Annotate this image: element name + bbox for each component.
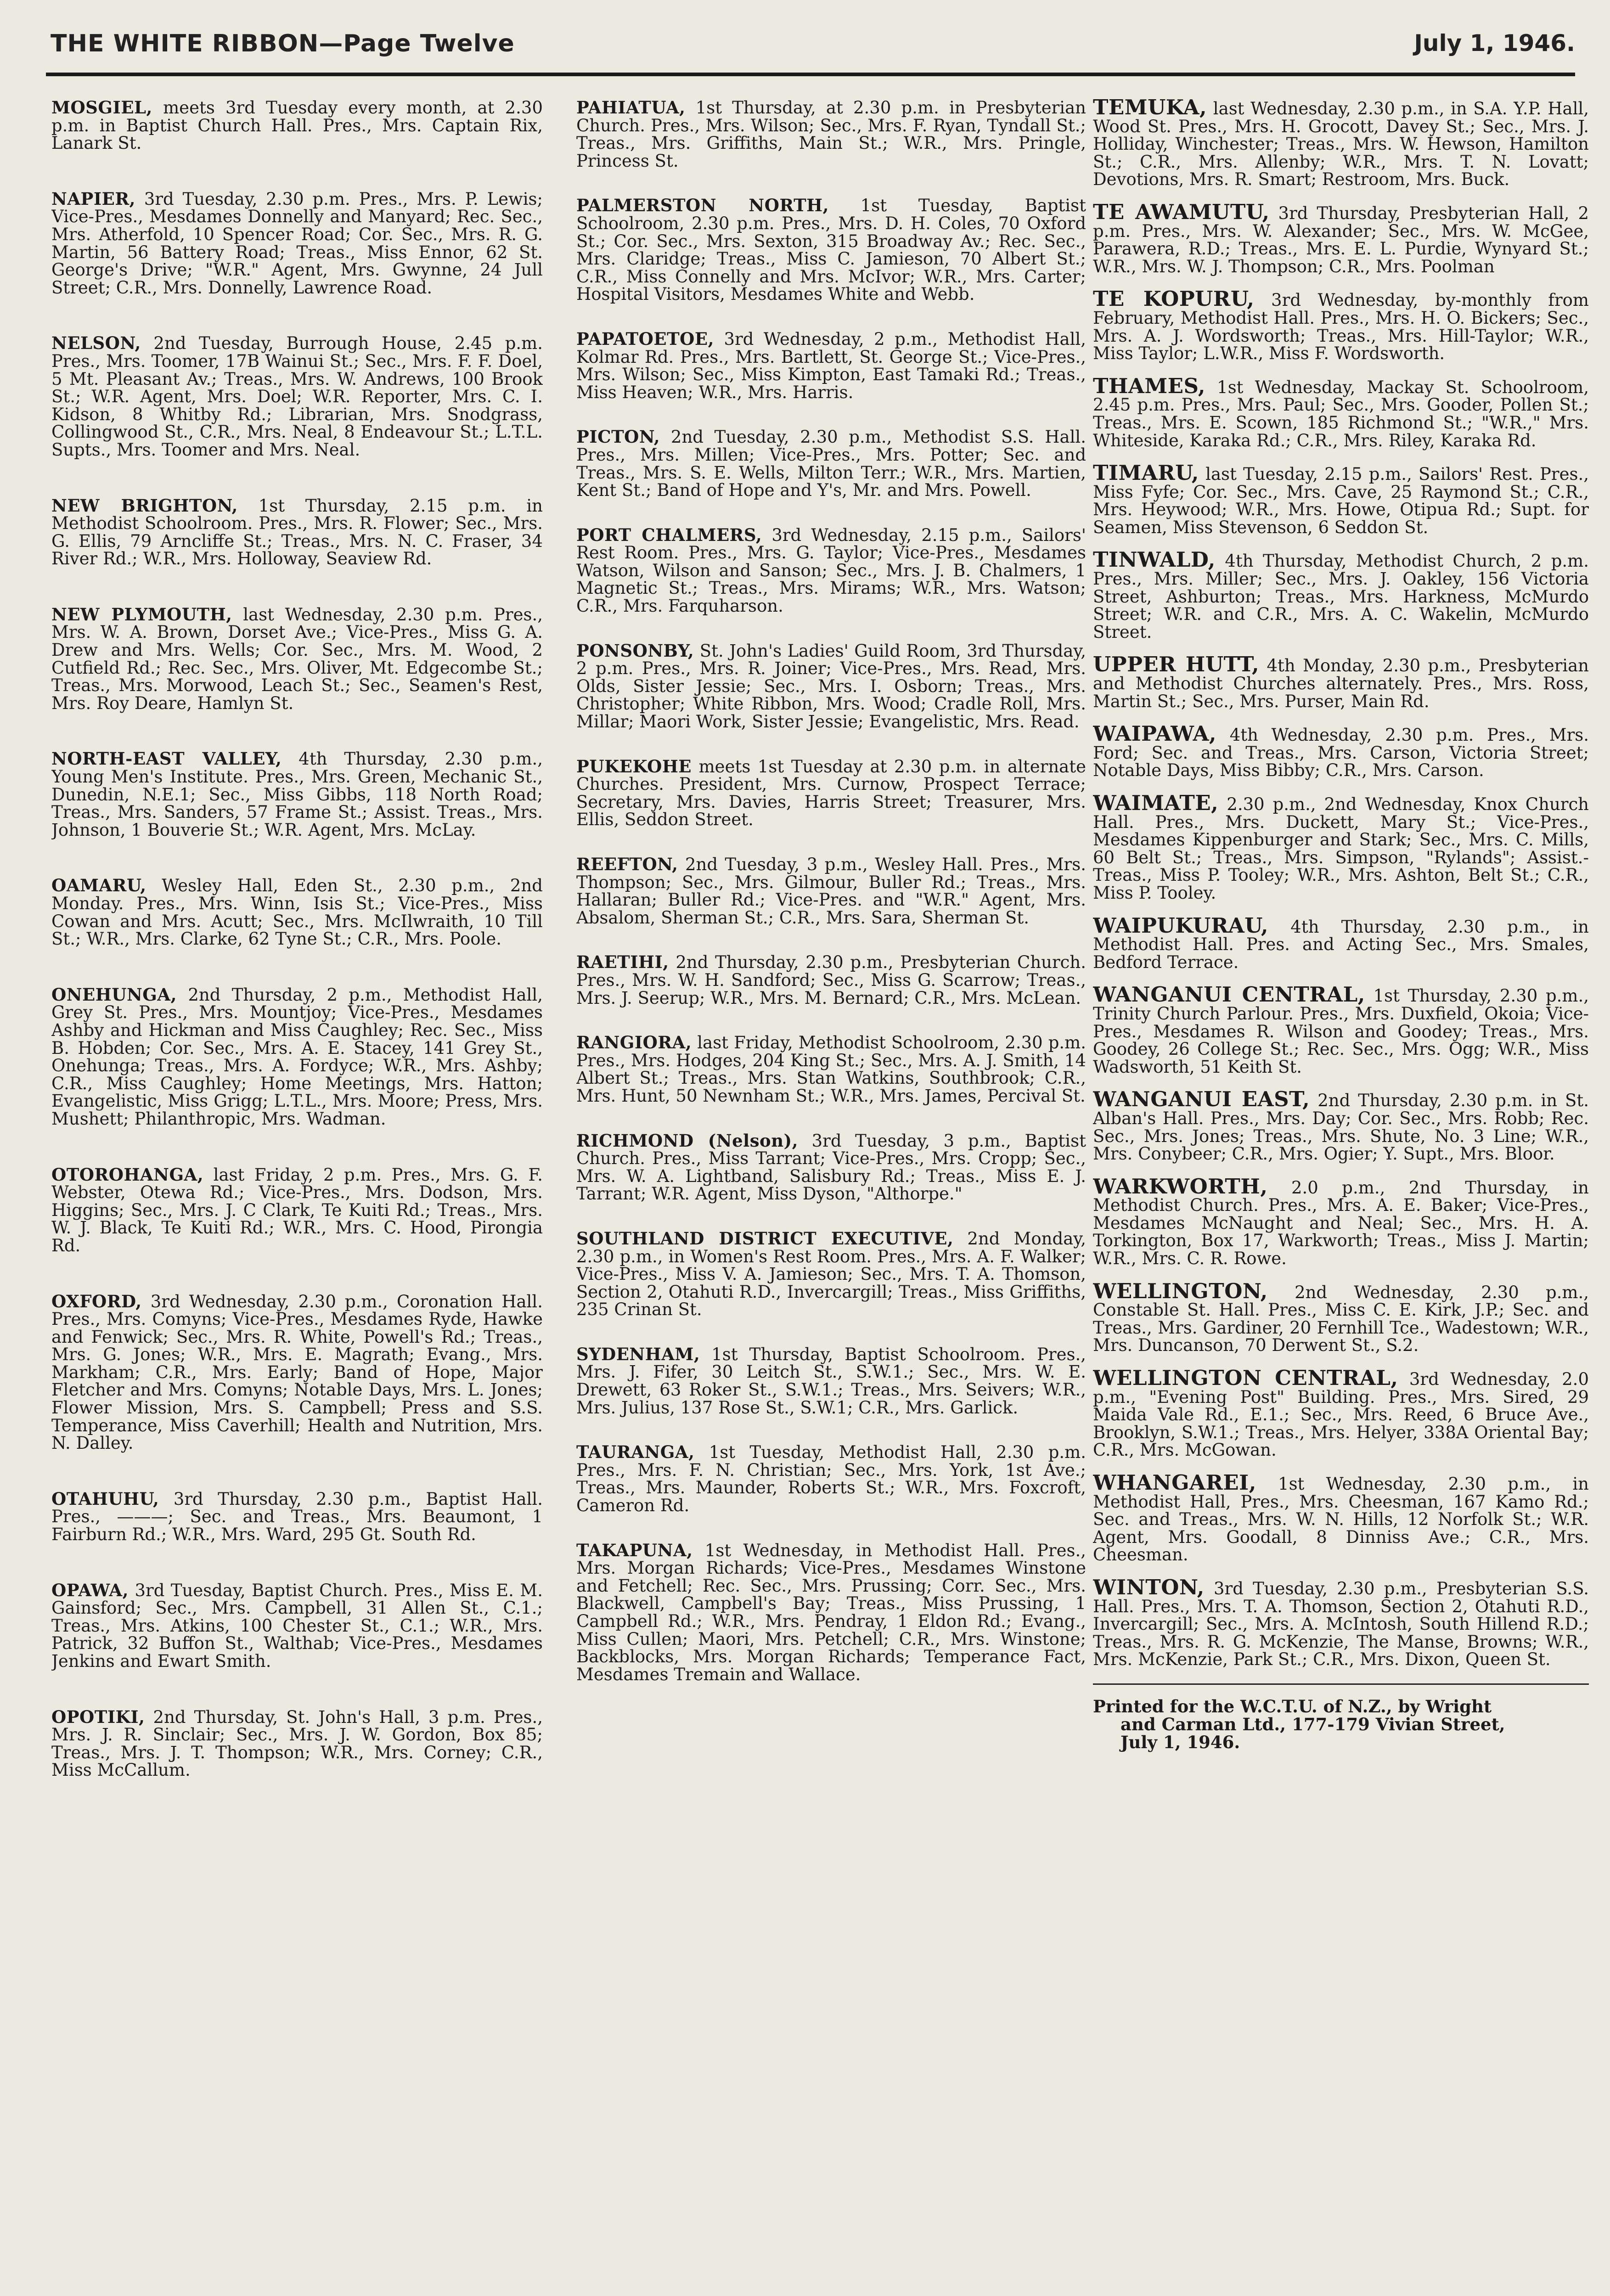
branch-name: WAIPUKURAU, [1093, 913, 1269, 938]
branch-name: NAPIER, [51, 188, 135, 209]
branch-name: TE AWAMUTU, [1093, 199, 1270, 224]
branch-name: TINWALD, [1093, 547, 1216, 572]
branch-entry [576, 526, 1086, 615]
branch-name: SYDENHAM, [576, 1344, 700, 1364]
branch-entry [1093, 1470, 1589, 1565]
branch-details: 2.0 p.m., 2nd Thursday, in Methodist Church. Pres., Mrs. A. E. Baker; Vice-Pres., Mesdames McNaught and Neal; Sec., Mrs. H. A. Torkington, Box 17, Warkworth; Treas., Miss J. Martin; W.R., Mrs. C. R. Rowe. [1093, 1177, 1589, 1269]
branch-details: last Friday, Methodist Schoolroom, 2.30 p.m. Pres., Mrs. Hodges, 204 King St.; Sec., Mrs. A. J. Smith, 14 Albert St.; Treas., Mrs. Stan Watkins, Southbrook; C.R., Mrs. Hunt, 50 Newnham St.; W.R., Mrs. James, Percival St. [576, 1033, 1086, 1106]
page-header [51, 25, 1575, 67]
branch-name: RAETIHI, [576, 952, 669, 973]
branch-entry [576, 99, 1086, 170]
branch-details: meets 3rd Tuesday every month, at 2.30 p.m. in Baptist Church Hall. Pres., Mrs. Captain Rix, Lanark St. [51, 99, 543, 153]
branch-name: NELSON, [51, 333, 141, 354]
branch-name: OAMARU, [51, 875, 146, 896]
branch-name: PAHIATUA, [576, 99, 686, 118]
branch-name: PORT CHALMERS, [576, 524, 762, 545]
branch-entry [576, 1132, 1086, 1203]
branch-details: 1st Tuesday, Baptist Schoolroom, 2.30 p.m. Pres., Mrs. D. H. Coles, 70 Oxford St.; Cor. Sec., Mrs. Sexton, 315 Broadway Av.; Rec. Sec., Mrs. Claridge; Treas., Miss C. Jamieson, 70 Albert St.; C.R., Miss Connelly and Mrs. McIvor; W.R., Mrs. Carter; Hospital Visitors, Mesdames White and Webb. [576, 196, 1086, 304]
branch-details: 2nd Tuesday, 3 p.m., Wesley Hall. Pres., Mrs. Thompson; Sec., Mrs. Gilmour, Buller Rd.; Treas., Mrs. Hallaran; Buller Rd.; Vice-Pres. and "W.R." Agent, Mrs. Absalom, Sherman St.; C.R., Mrs. Sara, Sherman St. [576, 855, 1086, 928]
branch-name: PAPATOETOE, [576, 328, 714, 349]
branch-entry [1093, 721, 1589, 781]
branch-entry [576, 855, 1086, 927]
branch-name: TEMUKA, [1093, 99, 1207, 119]
branch-details: 1st Wednesday, in Methodist Hall. Pres., Mrs. Morgan Richards; Vice-Pres., Mesdames Winstone and Fetchell; Rec. Sec., Mrs. Prussing; Corr. Sec., Mrs. Blackwell, Campbell's Bay; Treas., Miss Prussing, 1 Campbell Rd.; W.R., Mrs. Pendray, 1 Eldon Rd.; Evang., Miss Cullen; Maori, Mrs. Petchell; C.R., Mrs. Winstone; Backblocks, Mrs. Morgan Richards; Temperance Fact, Mesdames Tremain and Wallace. [576, 1540, 1086, 1684]
branch-entry [51, 190, 543, 297]
branch-details: 4th Wednesday, 2.30 p.m. Pres., Mrs. Ford; Sec. and Treas., Mrs. Carson, Victoria Street; Notable Days, Miss Bibby; C.R., Mrs. Carson. [1093, 725, 1589, 781]
branch-details: 3rd Tuesday, 2.30 p.m., Presbyterian S.S. Hall. Pres., Mrs. T. A. Thomson, Section 2, Otahuti R.D., Invercargill; Sec., Mrs. A. McIntosh, South Hillend R.D.; Treas., Mrs. R. G. McKenzie, The Manse, Browns; W.R., Mrs. McKenzie, Park St.; C.R., Mrs. Dixon, Queen St. [1093, 1578, 1589, 1670]
branch-name: WAIMATE, [1093, 791, 1219, 815]
branch-name: WAIPAWA, [1093, 721, 1217, 746]
branch-details: 4th Monday, 2.30 p.m., Presbyterian and Methodist Churches alternately. Pres., Mrs. Ross, Martin St.; Sec., Mrs. Purser, Main Rd. [1093, 656, 1589, 711]
branch-entry [51, 1490, 543, 1544]
branch-entry [1093, 1174, 1589, 1269]
branch-details: 2nd Thursday, 2 p.m., Methodist Hall, Grey St. Pres., Mrs. Mountjoy; Vice-Pres., Mesdames Ashby and Hickman and Miss Caughley; Rec. Sec., Miss B. Hobden; Cor. Sec., Mrs. A. E. Stacey, 141 Grey St., Onehunga; Treas., Mrs. A. Fordyce; W.R., Mrs. Ashby; C.R., Miss Caughley; Home Meetings, Mrs. Hatton; Evangelistic, Miss Grigg; L.T.L., Mrs. Moore; Press, Mrs. Mushett; Philanthropic, Mrs. Wadman. [51, 985, 543, 1129]
issue-date: July 1, 1946. [1414, 30, 1575, 56]
branch-entry [51, 750, 543, 839]
branch-entry [576, 1345, 1086, 1417]
branch-entry [1093, 547, 1589, 642]
branch-name: RICHMOND (Nelson), [576, 1130, 799, 1151]
branch-name: OTOROHANGA, [51, 1164, 204, 1185]
branch-details: last Wednesday, 2.30 p.m. Pres., Mrs. W. A. Brown, Dorset Ave.; Vice-Pres., Miss G. A. Drew and Mrs. Wells; Cor. Sec., Mrs. M. Wood, 2 Cutfield Rd.; Rec. Sec., Mrs. Oliver, Mt. Edgecombe St.; Treas., Mrs. Morwood, Leach St.; Sec., Seamen's Rest, Mrs. Roy Deare, Hamlyn St. [51, 604, 543, 713]
branch-entry [1093, 1278, 1589, 1356]
branch-entry [51, 1708, 543, 1779]
branch-entry [1093, 199, 1589, 276]
branch-details: 2nd Tuesday, Burrough House, 2.45 p.m. Pres., Mrs. Toomer, 17B Wainui St.; Sec., Mrs. F. F. Doel, 5 Mt. Pleasant Av.; Treas., Mrs. W. Andrews, 100 Brook St.; W.R. Agent, Mrs. Doel; W.R. Reporter, Mrs. C. I. Kidson, 8 Whitby Rd.; Librarian, Mrs. Snodgrass, Collingwood St., C.R., Mrs. Neal, 8 Endeavour St.; L.T.L. Supts., Mrs. Toomer and Mrs. Neal. [51, 333, 543, 460]
branch-entry [51, 334, 543, 459]
branch-entry [576, 953, 1086, 1007]
branch-name: REEFTON, [576, 854, 678, 874]
branch-details: 1st Thursday, 2.30 p.m., Trinity Church Parlour. Pres., Mrs. Duxfield, Okoia; Vice-Pres., Mesdames R. Wilson and Goodey; Treas., Mrs. Goodey, 26 College St.; Rec. Sec., Mrs. Ogg; W.R., Miss Wadsworth, 51 Keith St. [1093, 986, 1589, 1077]
branch-entry [1093, 652, 1589, 711]
column-1 [51, 99, 543, 2296]
branch-name: NORTH-EAST VALLEY, [51, 748, 282, 769]
branch-entry [51, 99, 543, 152]
branch-entry [1093, 99, 1589, 189]
branch-details: 4th Thursday, 2.30 p.m., in Methodist Hall. Pres. and Acting Sec., Mrs. Smales, Bedford Terrace. [1093, 917, 1589, 972]
branch-details: last Friday, 2 p.m. Pres., Mrs. G. F. Webster, Otewa Rd.; Vice-Pres., Mrs. Dodson, Mrs. Higgins; Sec., Mrs. J. C Clark, Te Kuiti Rd.; Treas., Mrs. W. J. Black, Te Kuiti Rd.; W.R., Mrs. C. Hood, Pirongia Rd. [51, 1165, 543, 1255]
branch-details: 4th Thursday, 2.30 p.m., Young Men's Institute. Pres., Mrs. Green, Mechanic St., Dunedin, N.E.1; Sec., Miss Gibbs, 118 North Road; Treas., Mrs. Sanders, 57 Frame St.; Assist. Treas., Mrs. Johnson, 1 Bouverie St.; W.R. Agent, Mrs. McLay. [51, 749, 543, 840]
branch-name: THAMES, [1093, 373, 1206, 398]
branch-entry [1093, 373, 1589, 450]
branch-details: 3rd Thursday, Presbyterian Hall, 2 p.m. Pres., Mrs. W. Alexander; Sec., Mrs. W. McGee, Parawera, R.D.; Treas., Mrs. E. L. Purdie, Wynyard St.; W.R., Mrs. W. J. Thompson; C.R., Mrs. Poolman [1093, 203, 1589, 276]
branch-name: WANGANUI EAST, [1093, 1087, 1310, 1112]
branch-name: WELLINGTON CENTRAL, [1093, 1366, 1398, 1390]
branch-entry [1093, 982, 1589, 1077]
branch-entry [1093, 1366, 1589, 1460]
branch-entry [1093, 461, 1589, 537]
branch-name: ONEHUNGA, [51, 984, 177, 1005]
branch-entry [576, 1034, 1086, 1105]
branch-name: PALMERSTON NORTH, [576, 195, 829, 216]
publication-title: THE WHITE RIBBON—Page Twelve [51, 30, 515, 57]
branch-name: SOUTHLAND DISTRICT EXECUTIVE, [576, 1228, 954, 1249]
branch-entry [576, 428, 1086, 499]
branch-details: 3rd Tuesday, Baptist Church. Pres., Miss E. M. Gainsford; Sec., Mrs. Campbell, 31 Allen St., C.1.; Treas., Mrs. Atkins, 100 Chester St., C.1.; W.R., Mrs. Patrick, 32 Buffon St., Walthab; Vice-Pres., Mesdames Jenkins and Ewart Smith. [51, 1580, 543, 1671]
branch-details: 4th Thursday, Methodist Church, 2 p.m. Pres., Mrs. Miller; Sec., Mrs. J. Oakley, 156 Victoria Street, Ashburton; Treas., Mrs. Harkness, McMurdo Street; W.R. and C.R., Mrs. A. C. Wakelin, McMurdo Street. [1093, 551, 1589, 642]
branch-details: 1st Wednesday, Mackay St. Schoolroom, 2.45 p.m. Pres., Mrs. Paul; Sec., Mrs. Gooder, Pollen St.; Treas., Mrs. E. Scown, 185 Richmond St.; "W.R.," Mrs. Whiteside, Karaka Rd.; C.R., Mrs. Riley, Karaka Rd. [1093, 377, 1589, 450]
branch-entry [51, 1581, 543, 1671]
branch-details: 3rd Tuesday, 2.30 p.m. Pres., Mrs. P. Lewis; Vice-Pres., Mesdames Donnelly and Manyard; Rec. Sec., Mrs. Atherfold, 10 Spencer Road; Cor. Sec., Mrs. R. G. Martin, 56 Battery Road; Treas., Miss Ennor, 62 St. George's Drive; "W.R." Agent, Mrs. Gwynne, 24 Jull Street; C.R., Mrs. Donnelly, Lawrence Road. [51, 189, 543, 298]
branch-details: Wesley Hall, Eden St., 2.30 p.m., 2nd Monday. Pres., Mrs. Winn, Isis St.; Vice-Pres., Miss Cowan and Mrs. Acutt; Sec., Mrs. McIlwraith, 10 Till St.; W.R., Mrs. Clarke, 62 Tyne St.; C.R., Mrs. Poole. [51, 876, 543, 949]
branch-entry [1093, 1087, 1589, 1164]
branch-name: NEW BRIGHTON, [51, 495, 238, 516]
branch-entry [51, 497, 543, 568]
branch-details: 2nd Thursday, St. John's Hall, 3 p.m. Pres., Mrs. J. R. Sinclair; Sec., Mrs. J. W. Gordon, Box 85; Treas., Mrs. J. T. Thompson; W.R., Mrs. Corney; C.R., Miss McCallum. [51, 1707, 543, 1780]
branch-name: PONSONBY, [576, 640, 694, 661]
branch-name: OPAWA, [51, 1580, 129, 1600]
branch-entry [51, 877, 543, 948]
branch-name: PICTON, [576, 427, 660, 447]
branch-details: 2nd Thursday, 2.30 p.m., Presbyterian Church. Pres., Mrs. W. H. Sandford; Sec., Miss G. Scarrow; Treas., Mrs. J. Seerup; W.R., Mrs. M. Bernard; C.R., Mrs. McLean. [576, 952, 1086, 1008]
branch-name: PUKEKOHE [576, 756, 692, 777]
branch-name: WANGANUI CENTRAL, [1093, 982, 1365, 1007]
branch-details: meets 1st Tuesday at 2.30 p.m. in alternate Churches. President, Mrs. Curnow, Prospect Terrace; Secretary, Mrs. Davies, Harris Street; Treasurer, Mrs. Ellis, Seddon Street. [576, 756, 1086, 830]
branch-entry [576, 1443, 1086, 1514]
branch-details: St. John's Ladies' Guild Room, 3rd Thursday, 2 p.m. Pres., Mrs. R. Joiner; Vice-Pres., Mrs. Read, Mrs. Olds, Sister Jessie; Sec., Mrs. I. Osborn; Treas., Mrs. Christopher; White Ribbon, Mrs. Wood; Cradle Roll, Mrs. Millar; Maori Work, Sister Jessie; Evangelistic, Mrs. Read. [576, 641, 1086, 732]
branch-details: 3rd Wednesday, 2 p.m., Methodist Hall, Kolmar Rd. Pres., Mrs. Bartlett, St. George St.; Vice-Pres., Mrs. Wilson; Sec., Miss Kimpton, East Tamaki Rd.; Treas., Miss Heaven; W.R., Mrs. Harris. [576, 329, 1086, 402]
branch-details: last Wednesday, 2.30 p.m., in S.A. Y.P. Hall, Wood St. Pres., Mrs. H. Grocott, Davey St.; Sec., Mrs. J. Holliday, Winchester; Treas., Mrs. W. Hewson, Hamilton St.; C.R., Mrs. Allenby; W.R., Mrs. T. N. Lovatt; Devotions, Mrs. R. Smart; Restroom, Mrs. Buck. [1093, 99, 1589, 190]
branch-details: 1st Tuesday, Methodist Hall, 2.30 p.m. Pres., Mrs. F. N. Christian; Sec., Mrs. York, 1st Ave.; Treas., Mrs. Maunder, Roberts St.; W.R., Mrs. Foxcroft, Cameron Rd. [576, 1442, 1086, 1516]
printer-note-line-3: July 1, 1946. [1120, 1732, 1240, 1752]
printer-note-line-2: and Carman Ltd., 177-179 Vivian Street, [1120, 1714, 1505, 1734]
branch-details: 3rd Wednesday, by-monthly from February, Methodist Hall. Pres., Mrs. H. O. Bickers; Sec., Mrs. A. J. Wordsworth; Treas., Mrs. Hill-Taylor; W.R., Miss Taylor; L.W.R., Miss F. Wordsworth. [1093, 290, 1589, 364]
branch-entry [576, 197, 1086, 304]
branch-name: WELLINGTON, [1093, 1278, 1268, 1303]
branch-details: 1st Thursday, at 2.30 p.m. in Presbyterian Church. Pres., Mrs. Wilson; Sec., Mrs. F. Ryan, Tyndall St.; Treas., Mrs. Griffiths, Main St.; W.R., Mrs. Pringle, Princess St. [576, 99, 1086, 171]
branch-entry [1093, 913, 1589, 972]
branch-name: WINTON, [1093, 1575, 1205, 1599]
printer-note-line-1: Printed for the W.C.T.U. of N.Z., by Wright [1093, 1696, 1492, 1716]
branch-entry [51, 606, 543, 713]
branch-name: TIMARU, [1093, 461, 1199, 485]
branch-name: RANGIORA, [576, 1032, 692, 1053]
branch-name: WHANGAREI, [1093, 1470, 1256, 1495]
branch-details: 3rd Thursday, 2.30 p.m., Baptist Hall. Pres., ———; Sec. and Treas., Mrs. Beaumont, 1 Fairburn Rd.; W.R., Mrs. Ward, 295 Gt. South Rd. [51, 1489, 543, 1545]
column-3-entries [1093, 99, 1589, 1669]
printer-note [1093, 1698, 1589, 1751]
branch-entry [1093, 791, 1589, 903]
column-3 [1093, 99, 1589, 2296]
branch-entry [1093, 1575, 1589, 1670]
branch-details: 3rd Tuesday, 3 p.m., Baptist Church. Pres., Miss Tarrant; Vice-Pres., Mrs. Cropp; Sec., Mrs. W. A. Lightband, Salisbury Rd.; Treas., Miss E. J. Tarrant; W.R. Agent, Miss Dyson, "Althorpe." [576, 1131, 1086, 1204]
branch-entry [51, 986, 543, 1128]
branch-details: 2nd Wednesday, 2.30 p.m., Constable St. Hall. Pres., Miss C. E. Kirk, J.P.; Sec. and Treas., Mrs. Gardiner, 20 Fernhill Tce., Wadestown; W.R., Mrs. Duncanson, 70 Derwent St., S.2. [1093, 1282, 1589, 1356]
branch-name: TE KOPURU, [1093, 287, 1255, 311]
branch-name: TAURANGA, [576, 1442, 695, 1463]
branch-details: 1st Thursday, 2.15 p.m. in Methodist Schoolroom. Pres., Mrs. R. Flower; Sec., Mrs. G. Ellis, 79 Arncliffe St.; Treas., Mrs. N. C. Fraser, 34 River Rd.; W.R., Mrs. Holloway, Seaview Rd. [51, 495, 543, 569]
branch-details: 1st Thursday, Baptist Schoolroom. Pres., Mrs. J. Fifer, 30 Leitch St., S.W.1.; Sec., Mrs. W. E. Drewett, 63 Roker St., S.W.1.; Treas., Mrs. Seivers; W.R., Mrs. Julius, 137 Rose St., S.W.1; C.R., Mrs. Garlick. [576, 1344, 1086, 1418]
branch-entry [576, 758, 1086, 829]
branch-details: 3rd Wednesday, 2.15 p.m., Sailors' Rest Room. Pres., Mrs. G. Taylor; Vice-Pres., Mesdames Watson, Wilson and Sanson; Sec., Mrs. J. B. Chalmers, 1 Magnetic St.; Treas., Mrs. Mirams; W.R., Mrs. Watson; C.R., Mrs. Farquharson. [576, 525, 1086, 616]
branch-details: 2.30 p.m., 2nd Wednesday, Knox Church Hall. Pres., Mrs. Duckett, Mary St.; Vice-Pres., Mesdames Kippenburger and Stark; Sec., Mrs. C. Mills, 60 Belt St.; Treas., Mrs. Simpson, "Rylands"; Assist.-Treas., Miss P. Tooley; W.R., Mrs. Ashton, Belt St.; C.R., Miss P. Tooley. [1093, 794, 1589, 903]
branch-details: last Tuesday, 2.15 p.m., Sailors' Rest. Pres., Miss Fyfe; Cor. Sec., Mrs. Cave, 25 Raymond St.; C.R., Mrs. Heywood; W.R., Mrs. Howe, Otipua Rd.; Supt. for Seamen, Miss Stevenson, 6 Seddon St. [1093, 464, 1589, 537]
branch-entry [1093, 287, 1589, 364]
branch-name: UPPER HUTT, [1093, 652, 1260, 677]
branch-entry [576, 642, 1086, 731]
branch-entry [51, 1166, 543, 1255]
column-2 [576, 99, 1086, 2296]
header-rule [46, 73, 1575, 76]
branch-details: 2nd Monday, 2.30 p.m., in Women's Rest Room. Pres., Mrs. A. F. Walker; Vice-Pres., Miss V. A. Jamieson; Sec., Mrs. T. A. Thomson, Section 2, Otahuti R.D., Invercargill; Treas., Miss Griffiths, 235 Crinan St. [576, 1228, 1086, 1320]
branch-details: 1st Wednesday, 2.30 p.m., in Methodist Hall, Pres., Mrs. Cheesman, 167 Kamo Rd.; Sec. and Treas., Mrs. W. N. Hills, 12 Norfolk St.; W.R. Agent, Mrs. Goodall, 8 Dinniss Ave.; C.R., Mrs. Cheesman. [1093, 1474, 1589, 1565]
branch-name: OTAHUHU, [51, 1488, 159, 1509]
branch-details: 2nd Tuesday, 2.30 p.m., Methodist S.S. Hall. Pres., Mrs. Millen; Vice-Pres., Mrs. Potter; Sec. and Treas., Mrs. S. E. Wells, Milton Terr.; W.R., Mrs. Martien, Kent St.; Band of Hope and Y's, Mr. and Mrs. Powell. [576, 427, 1086, 501]
branch-entry [576, 1542, 1086, 1684]
branch-name: TAKAPUNA, [576, 1540, 693, 1560]
branch-details: 3rd Wednesday, 2.0 p.m., "Evening Post" Building. Pres., Mrs. Sired, 29 Maida Vale Rd., E.1.; Sec., Mrs. Reed, 6 Bruce Ave., Brooklyn, S.W.1.; Treas., Mrs. Helyer, 338A Oriental Bay; C.R., Mrs. McGowan. [1093, 1369, 1589, 1460]
branch-entry [576, 1230, 1086, 1319]
branch-name: MOSGIEL, [51, 99, 152, 118]
branch-details: 2nd Thursday, 2.30 p.m. in St. Alban's Hall. Pres., Mrs. Day; Cor. Sec., Mrs. Robb; Rec. Sec., Mrs. Jones; Treas., Mrs. Shute, No. 3 Line; W.R., Mrs. Conybeer; C.R., Mrs. Ogier; Y. Supt., Mrs. Bloor. [1093, 1091, 1589, 1164]
branch-details: 3rd Wednesday, 2.30 p.m., Coronation Hall. Pres., Mrs. Comyns; Vice-Pres., Mesdames Ryde, Hawke and Fenwick; Sec., Mrs. R. White, Powell's Rd.; Treas., Mrs. G. Jones; W.R., Mrs. E. Magrath; Evang., Mrs. Markham; C.R., Mrs. Early; Band of Hope, Major Fletcher and Mrs. Comyns; Notable Days, Mrs. L. Jones; Flower Mission, Mrs. S. Campbell; Press and S.S. Temperance, Miss Caverhill; Health and Nutrition, Mrs. N. Dalley. [51, 1291, 543, 1453]
printer-rule [1093, 1683, 1589, 1685]
branch-entry [576, 330, 1086, 401]
branch-name: WARKWORTH, [1093, 1174, 1268, 1199]
branch-entry [51, 1293, 543, 1452]
branch-name: OXFORD, [51, 1291, 142, 1311]
branch-name: NEW PLYMOUTH, [51, 604, 232, 625]
branch-name: OPOTIKI, [51, 1706, 145, 1727]
